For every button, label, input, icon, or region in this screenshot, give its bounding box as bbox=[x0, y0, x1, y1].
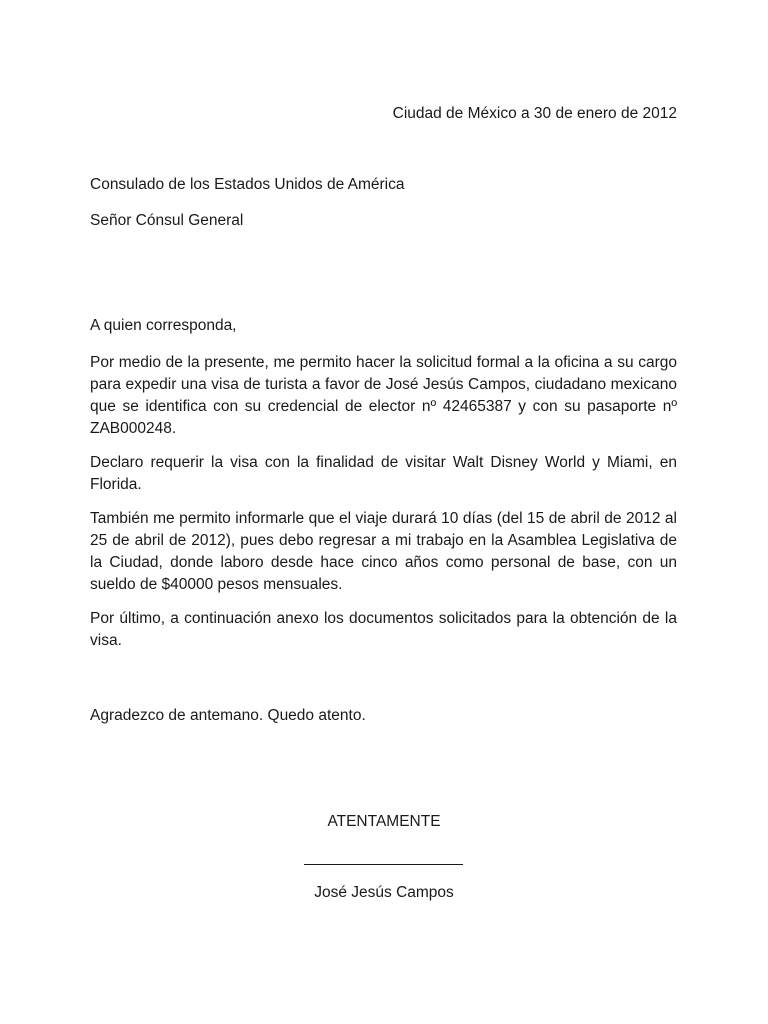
letter-body bbox=[90, 352, 677, 664]
closing-word: ATENTAMENTE bbox=[327, 813, 441, 830]
body-paragraph-travel-details: También me permito informarle que el viaje durará 10 días (del 15 de abril de 2012 al 25 de abril de 2012), pues debo regresar a mi trabajo en la Asamblea Legislativa de la Ciudad, donde laboro desde hace cinco años como personal de base, con un sueldo de $40000 pesos mensuales. bbox=[90, 510, 677, 593]
thanks-line: Agradezco de antemano. Quedo atento. bbox=[90, 707, 366, 724]
body-paragraph-purpose: Declaro requerir la visa con la finalidad de visitar Walt Disney World y Miami, en Florida. bbox=[90, 454, 677, 493]
signature-line bbox=[304, 864, 463, 865]
recipient-organization: Consulado de los Estados Unidos de América bbox=[90, 176, 405, 193]
recipient-title: Señor Cónsul General bbox=[90, 212, 244, 229]
signature-name: José Jesús Campos bbox=[314, 884, 454, 901]
body-paragraph-request: Por medio de la presente, me permito hacer la solicitud formal a la oficina a su cargo para expedir una visa de turista a favor de José Jesús Campos, ciudadano mexicano que se identifica con su credencial de elector nº 42465387 y con su pasaporte nº ZAB000248. bbox=[90, 354, 677, 437]
body-paragraph-attachments: Por último, a continuación anexo los documentos solicitados para la obtención de la visa. bbox=[90, 610, 677, 649]
date-line: Ciudad de México a 30 de enero de 2012 bbox=[392, 105, 677, 122]
salutation: A quien corresponda, bbox=[90, 317, 237, 334]
